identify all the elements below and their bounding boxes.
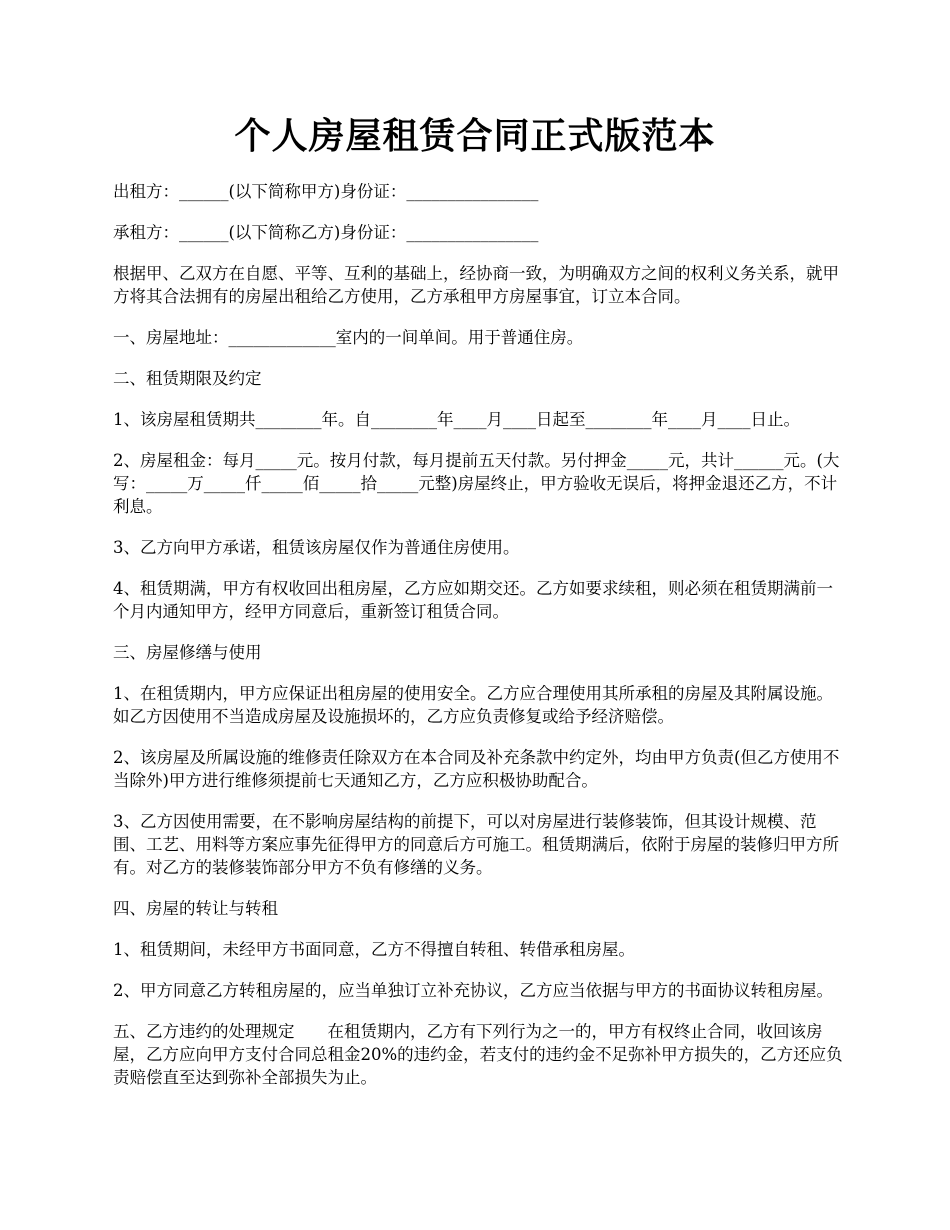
clause-2-4: 4、租赁期满，甲方有权收回出租房屋，乙方应如期交还。乙方如要求续租，则必须在租赁期满前一个月内通知甲方，经甲方同意后，重新签订租赁合同。 xyxy=(113,579,833,621)
section-4-heading: 四、房屋的转让与转租 xyxy=(113,899,278,918)
document-body xyxy=(113,180,843,1107)
clause-2-2: 2、房屋租金：每月_____元。按月付款，每月提前五天付款。另付押金_____元，共计______元。(大写：_____万_____仟_____佰_____拾_____元整)房屋终止，甲方验收无误后，将押金退还乙方，不计利息。 xyxy=(113,451,840,516)
clause-3-1: 1、在租赁期内，甲方应保证出租房屋的使用安全。乙方应合理使用其所承租的房屋及其附属设施。如乙方因使用不当造成房屋及设施损坏的，乙方应负责修复或给予经济赔偿。 xyxy=(113,684,833,726)
lessee-line: 承租方：______(以下简称乙方)身份证：________________ xyxy=(113,223,539,242)
clause-2-1: 1、该房屋租赁期共________年。自________年____月____日起至________年____月____日止。 xyxy=(113,410,800,429)
clause-2-3: 3、乙方向甲方承诺，租赁该房屋仅作为普通住房使用。 xyxy=(113,538,520,557)
lessor-line: 出租方：______(以下简称甲方)身份证：________________ xyxy=(113,182,539,201)
section-1-address: 一、房屋地址：_____________室内的一间单间。用于普通住房。 xyxy=(113,328,584,347)
section-3-heading: 三、房屋修缮与使用 xyxy=(113,643,262,662)
section-2-heading: 二、租赁期限及约定 xyxy=(113,369,262,388)
section-5-paragraph: 五、乙方违约的处理规定 在租赁期内，乙方有下列行为之一的，甲方有权终止合同，收回该房屋，乙方应向甲方支付合同总租金20%的违约金，若支付的违约金不足弥补甲方损失的，乙方还应负责赔偿直至达到弥补全部损失为止。 xyxy=(113,1022,843,1087)
clause-3-3: 3、乙方因使用需要，在不影响房屋结构的前提下，可以对房屋进行装修装饰，但其设计规模、范围、工艺、用料等方案应事先征得甲方的同意后方可施工。租赁期满后，依附于房屋的装修归甲方所有。对乙方的装修装饰部分甲方不负有修缮的义务。 xyxy=(113,812,839,877)
document-title: 个人房屋租赁合同正式版范本 xyxy=(234,115,716,157)
clause-3-2: 2、该房屋及所属设施的维修责任除双方在本合同及补充条款中约定外，均由甲方负责(但乙方使用不当除外)甲方进行维修须提前七天通知乙方，乙方应积极协助配合。 xyxy=(113,748,840,790)
clause-4-2: 2、甲方同意乙方转租房屋的，应当单独订立补充协议，乙方应当依据与甲方的书面协议转租房屋。 xyxy=(113,981,833,1000)
preamble-paragraph: 根据甲、乙双方在自愿、平等、互利的基础上，经协商一致，为明确双方之间的权利义务关系，就甲方将其合法拥有的房屋出租给乙方使用，乙方承租甲方房屋事宜，订立本合同。 xyxy=(113,264,839,306)
clause-4-1: 1、租赁期间，未经甲方书面同意，乙方不得擅自转租、转借承租房屋。 xyxy=(113,940,635,959)
